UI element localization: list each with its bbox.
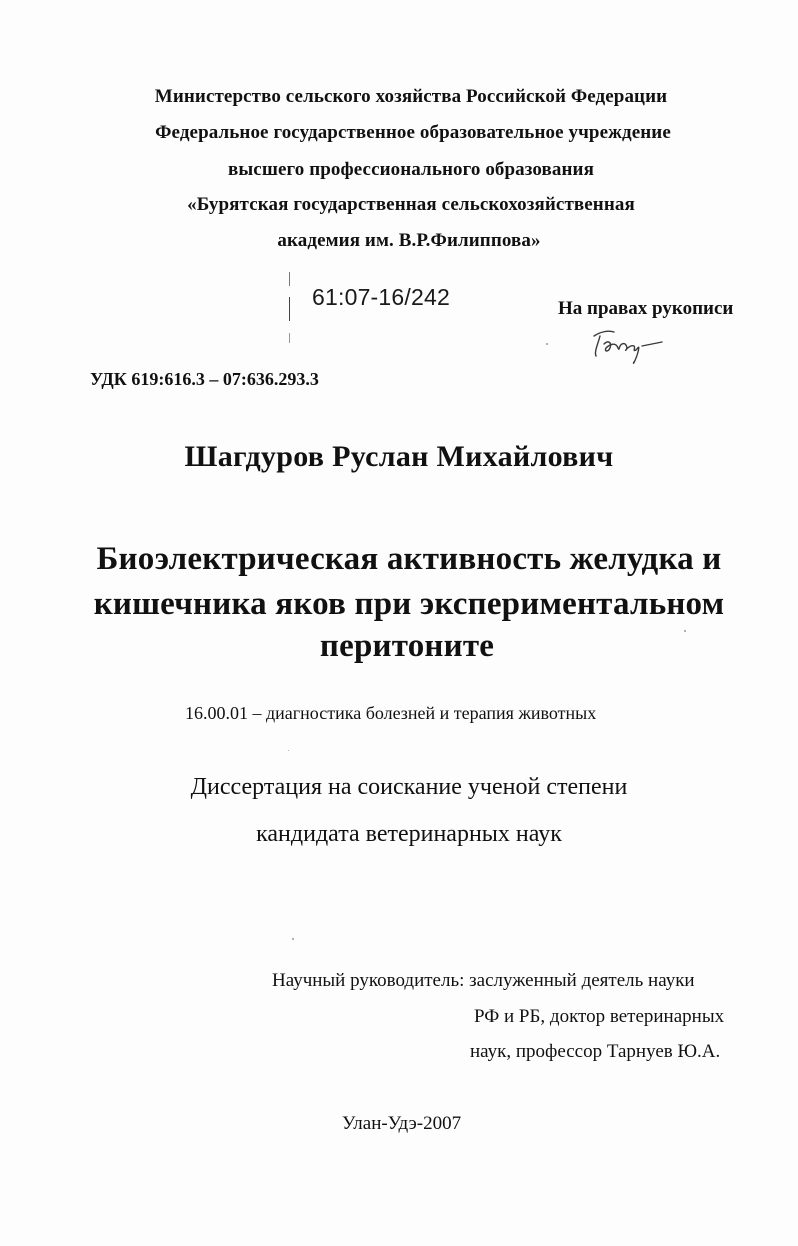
scan-speck: [546, 343, 548, 345]
author-name: Шагдуров Руслан Михайлович: [184, 440, 614, 473]
scan-speck: [684, 630, 686, 632]
stamp-divider: [289, 272, 290, 286]
handwritten-signature: [588, 322, 678, 370]
degree-line: кандидата ветеринарных наук: [256, 821, 562, 847]
udk-code: УДК 619:616.3 – 07:636.293.3: [90, 369, 319, 389]
stamp-divider: [289, 333, 290, 343]
scan-speck: [292, 938, 294, 940]
supervisor-line: Научный руководитель: заслуженный деятель науки: [272, 970, 695, 991]
supervisor-line: РФ и РБ, доктор ветеринарных: [474, 1006, 725, 1027]
scan-speck: [288, 750, 289, 751]
degree-line: Диссертация на соискание ученой степени: [190, 774, 628, 800]
city-year: Улан-Удэ-2007: [342, 1113, 462, 1134]
institution-line-academy-name: академия им. В.Р.Филиппова»: [277, 230, 541, 251]
supervisor-line: наук, профессор Тарнуев Ю.А.: [470, 1041, 721, 1062]
institution-line-academy: «Бурятская государственная сельскохозяйственная: [187, 194, 635, 215]
dissertation-title-line: кишечника яков при экспериментальном: [93, 586, 725, 622]
specialty-code: 16.00.01 – диагностика болезней и терапия животных: [185, 703, 597, 723]
library-stamp-code: 61:07-16/242: [312, 284, 450, 310]
rights-note: На правах рукописи: [558, 298, 734, 319]
institution-line-federal: Федеральное государственное образовательное учреждение: [155, 122, 671, 143]
institution-line-education: высшего профессионального образования: [228, 159, 594, 180]
dissertation-title-line: Биоэлектрическая активность желудка и: [96, 541, 722, 577]
institution-line-ministry: Министерство сельского хозяйства Российской Федерации: [154, 86, 668, 107]
dissertation-title-line: перитоните: [319, 628, 495, 664]
stamp-divider: [289, 297, 290, 321]
